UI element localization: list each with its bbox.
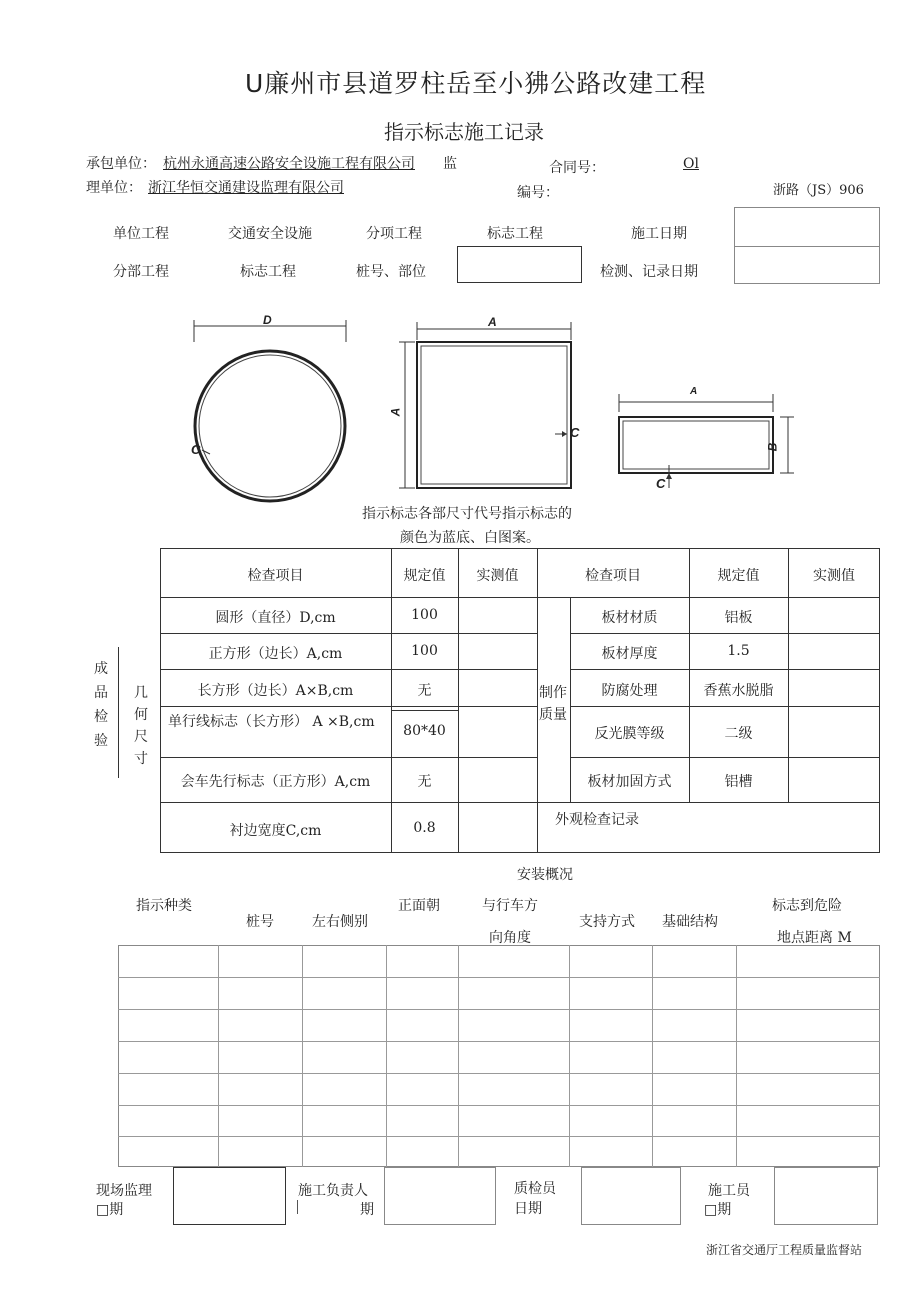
row-line	[160, 597, 880, 598]
row-item: 长方形（边长）A×B,cm	[197, 683, 354, 699]
row-item-right: 防腐处理	[601, 683, 658, 699]
contract-value: Ol	[683, 156, 699, 172]
row-spec-right: 1.5	[727, 643, 750, 659]
col-foundation: 基础结构	[662, 914, 718, 930]
row-spec: 100	[411, 607, 438, 623]
col-line	[391, 548, 392, 853]
col-line	[788, 548, 789, 802]
row-item: 单行线标志（长方形） A ×B,cm	[168, 714, 375, 730]
supervisor-sign-box[interactable]	[173, 1167, 286, 1225]
row-item: 正方形（边长）A,cm	[208, 646, 343, 662]
record-date-label: 检测、记录日期	[600, 264, 698, 280]
appearance-label: 外观检查记录	[555, 812, 639, 828]
row-line	[570, 633, 880, 634]
station-input-box[interactable]	[457, 246, 582, 283]
manager-sign-label: 施工负责人	[298, 1183, 368, 1199]
contractor-value: 杭州永通高速公路安全设施工程有限公司	[163, 156, 415, 172]
row-line	[570, 706, 880, 707]
install-title: 安装概况	[517, 867, 573, 883]
diagram-caption-1: 指示标志各部尺寸代号指示标志的	[362, 506, 572, 522]
inspection-table-border	[160, 548, 880, 853]
worker-date-label: □期	[704, 1202, 732, 1218]
row-item: 会车先行标志（正方形）A,cm	[180, 774, 371, 790]
date-cell-divider	[734, 246, 880, 247]
manager-date-label: 期	[360, 1202, 374, 1218]
col-station: 桩号	[246, 914, 274, 930]
grid-col-line	[736, 945, 737, 1167]
square-sign-diagram	[395, 318, 585, 498]
col-distance-1: 标志到危险	[772, 898, 842, 914]
row-line	[570, 669, 880, 670]
header-measured-2: 实测值	[813, 568, 855, 584]
col-type: 指示种类	[136, 898, 192, 914]
row-line	[160, 633, 538, 634]
supervisor-value: 浙江华恒交通建设监理有限公司	[148, 180, 344, 196]
col-line	[689, 548, 690, 802]
col-angle-1: 与行车方	[482, 898, 538, 914]
number-label: 编号：	[517, 185, 559, 201]
col-line	[458, 548, 459, 853]
grid-row-line	[118, 1041, 880, 1042]
grid-col-line	[569, 945, 570, 1167]
row-spec: 无	[417, 683, 432, 699]
worker-sign-box[interactable]	[774, 1167, 878, 1225]
header-item: 检查项目	[247, 568, 304, 584]
row-item-right: 板材材质	[601, 610, 658, 626]
header-item-2: 检查项目	[585, 568, 641, 584]
grid-col-line	[652, 945, 653, 1167]
grid-row-line	[118, 1073, 880, 1074]
grid-col-line	[218, 945, 219, 1167]
supervisor-date-label: □期	[96, 1202, 124, 1218]
label-a2: A	[388, 407, 403, 417]
construction-date-label: 施工日期	[631, 226, 687, 242]
grid-col-line	[302, 945, 303, 1167]
row-spec-right: 铝槽	[724, 774, 753, 790]
unit-project-value: 交通安全设施	[228, 226, 312, 242]
grid-row-line	[118, 1136, 880, 1137]
row-item: 衬边宽度C,cm	[229, 823, 322, 839]
qc-date-label: 日期	[514, 1201, 542, 1217]
row-spec: 80*40	[403, 723, 446, 739]
circle-sign-diagram	[180, 312, 360, 512]
label-c2: C	[570, 425, 580, 440]
label-d: D	[263, 313, 272, 327]
row-line	[160, 669, 538, 670]
grid-row-line	[118, 977, 880, 978]
finished-side-label: 成品检验	[94, 661, 108, 749]
diagram-caption-2: 颜色为蓝底、白图案。	[400, 530, 540, 546]
page-title: U廉州市县道罗柱岳至小狒公路改建工程	[245, 69, 707, 98]
grid-row-line	[118, 1105, 880, 1106]
col-support: 支持方式	[579, 914, 635, 930]
sub-project-value: 标志工程	[240, 264, 296, 280]
header-measured: 实测值	[476, 568, 519, 584]
number-value: 浙路（JS）906	[773, 183, 864, 198]
sub-project-label: 分部工程	[113, 264, 169, 280]
row-item: 圆形（直径）D,cm	[215, 610, 336, 626]
station-label: 桩号、部位	[356, 264, 426, 280]
row-line	[160, 706, 538, 707]
row-line	[160, 757, 538, 758]
label-a3: A	[690, 386, 698, 397]
row-line	[391, 710, 459, 711]
row-item-right: 板材厚度	[601, 646, 658, 662]
item-project-value: 标志工程	[487, 226, 543, 242]
row-spec: 100	[411, 643, 438, 659]
agency-label: 浙江省交通厅工程质量监督站	[706, 1243, 863, 1257]
header-spec-2: 规定值	[717, 568, 760, 584]
unit-project-label: 单位工程	[113, 226, 169, 242]
contractor-label: 承包单位：	[86, 156, 156, 172]
row-line	[160, 802, 880, 803]
row-item-right: 板材加固方式	[587, 774, 672, 790]
grid-col-line	[386, 945, 387, 1167]
row-spec-right: 二级	[724, 726, 753, 742]
manager-sign-box[interactable]	[384, 1167, 496, 1225]
col-side: 左右侧别	[312, 914, 368, 930]
grid-col-line	[458, 945, 459, 1167]
col-distance-2: 地点距离 M	[777, 930, 852, 946]
col-angle-2: 向角度	[489, 930, 531, 946]
supervisor-label-a: 监	[443, 156, 457, 172]
label-c3: C	[656, 476, 666, 491]
row-line	[570, 757, 880, 758]
quality-side-label: 制作质量	[539, 685, 567, 723]
grid-row-line	[118, 1009, 880, 1010]
row-item-right: 反光膜等级	[594, 726, 665, 742]
label-b: B	[765, 442, 780, 452]
row-spec: 0.8	[413, 820, 436, 836]
qc-sign-box[interactable]	[581, 1167, 681, 1225]
contract-label: 合同号：	[549, 160, 605, 176]
manager-bar	[297, 1200, 298, 1214]
supervisor-label-b: 理单位：	[86, 180, 142, 196]
header-spec: 规定值	[403, 568, 446, 584]
page-subtitle: 指示标志施工记录	[384, 120, 544, 144]
row-spec-right: 香蕉水脱脂	[703, 683, 774, 699]
col-facing: 正面朝	[398, 898, 440, 914]
row-spec: 无	[417, 774, 432, 790]
supervisor-sign-label: 现场监理	[96, 1183, 152, 1199]
row-spec-right: 铝板	[724, 610, 753, 626]
side-bracket-line	[118, 647, 119, 778]
worker-sign-label: 施工员	[708, 1183, 750, 1199]
geometry-side-label: 几何尺寸	[134, 685, 148, 767]
item-project-label: 分项工程	[366, 226, 422, 242]
qc-sign-label: 质检员	[514, 1181, 556, 1197]
col-line	[537, 548, 538, 853]
label-c1: C	[191, 442, 201, 457]
label-a1: A	[488, 315, 497, 329]
install-grid-border	[118, 945, 880, 1167]
